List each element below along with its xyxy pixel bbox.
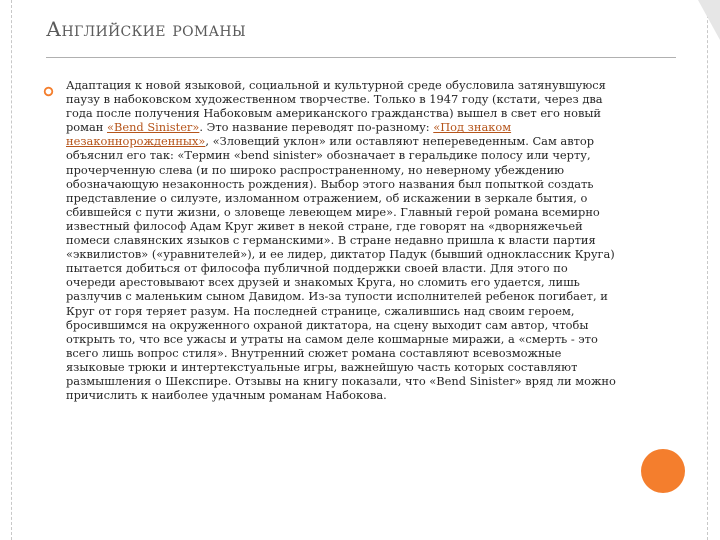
body-text-part-2: . Это название переводят по-разному: — [199, 120, 434, 135]
body-paragraph — [66, 78, 619, 402]
left-dashed-border — [11, 0, 12, 540]
corner-triangle-decoration — [698, 0, 720, 40]
orange-circle-decoration — [641, 449, 685, 493]
slide-title-rest: нглийские романы — [61, 17, 246, 41]
body-text-part-1: Адаптация к новой языковой, социальной и культурной среде обусловила затянувшуюся паузу в набоковском художественном творчестве. Только в 1947 году (кстати, через два года после получения Набоковым американского гражданства) вышел в свет его новый роман — [66, 78, 606, 135]
link-pod-znakom[interactable]: «Под знаком незаконнорожденных» — [66, 120, 512, 149]
bullet-icon — [43, 86, 54, 97]
body-text-part-3: , «Зловещий уклон» или оставляют непереведенным. Сам автор объяснил его так: «Термин «bend sinister» обозначает в геральдике полосу или черту, прочерченную слева (и по широко распространенному, но неверному убеждению обозначающую незаконность рождения). Выбор этого названия был попыткой создать представление о силуэте, изломанном отражением, об искажении в зеркале бытия, о сбившейся с пути жизни, о зловеще левеющем мире». Главный герой романа всемирно известный философ Адам Круг живет в некой стране, где говорят на «дворняжечьей помеси славянских языков с германскими». В стране недавно пришла к власти партия «эквилистов» («уравнителей»), и ее лидер, диктатор Падук (бывший одноклассник Круга) пытается добиться от философа публичной поддержки своей власти. Для этого по очереди арестовывают всех друзей и знакомых Круга, но сломить его удается, лишь разлучив с маленьким сыном Давидом. Из-за тупости исполнителей ребенок погибает, и Круг от горя теряет разум. На последней странице, сжалившись над своим героем, бросившимся на окруженного охраной диктатора, на сцену выходит сам автор, чтобы открыть то, что все ужасы и утраты на самом деле кошмарные миражи, а «смерть - это всего лишь вопрос стиля». Внутренний сюжет романа составляют всевозможные языковые трюки и интертекстуальные игры, важнейшую часть которых составляют размышления о Шекспире. Отзывы на книгу показали, что «Bend Sinister» вряд ли можно причислить к наиболее удачным романам Набокова. — [66, 134, 616, 403]
right-dashed-border — [707, 0, 708, 540]
link-bend-sinister[interactable]: «Bend Sinister» — [107, 120, 200, 135]
slide-title — [46, 17, 246, 41]
slide-title-first-letter: А — [46, 17, 62, 41]
title-underline — [46, 57, 676, 58]
